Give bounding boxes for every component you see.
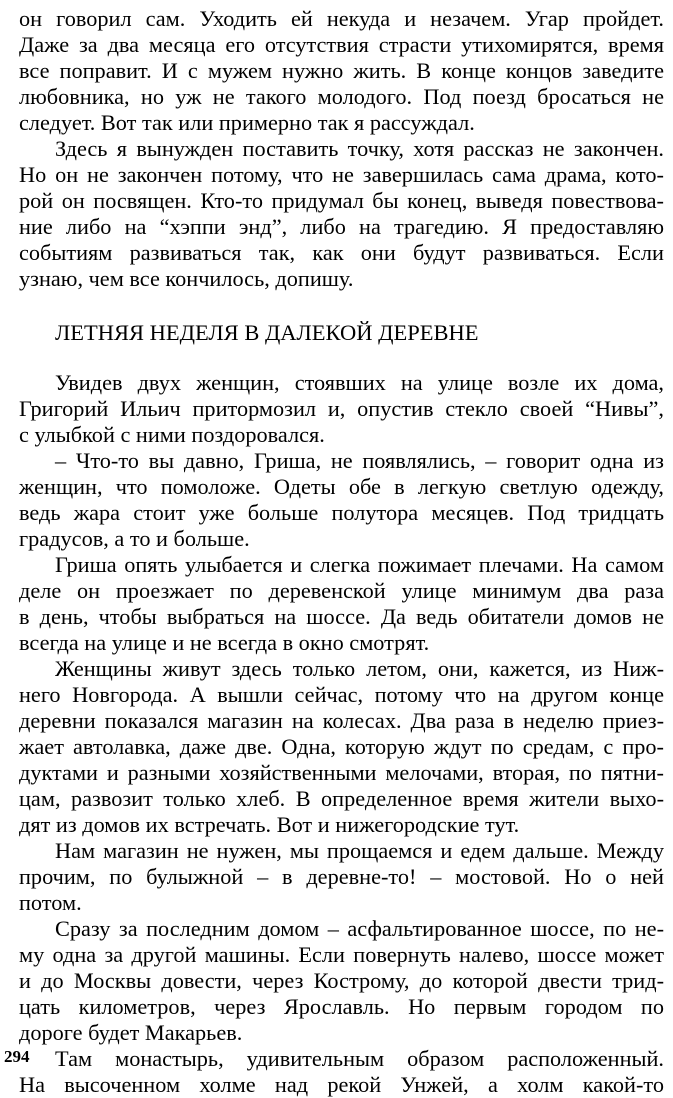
text-line: Здесь я вынужден поставить точку, хотя рассказ не закончен. [55,136,664,161]
text-line: дят из домов их встречать. Вот и нижегородские тут. [19,812,520,837]
text-line: деле он проезжает по деревенской улице минимум два раза [19,578,664,603]
text-line: деревни показался магазин на колесах. Два раза в неделю приез- [19,708,664,733]
text-line: дуктами и разными хозяйственными мелочами, вторая, по пятни- [19,760,664,785]
text-line: событиям развиваться так, как они будут развиваться. Если [19,240,664,265]
text-line: Но он не закончен потому, что не завершилась сама драма, кото- [19,162,664,187]
text-line: Сразу за последним домом – асфальтированное шоссе, по не- [55,916,664,941]
text-line: и до Москвы довести, через Кострому, до которой двести трид- [19,968,664,993]
text-line: жает автолавка, даже две. Одна, которую ждут по средам, с про- [19,734,664,759]
text-line: ние либо на “хэппи энд”, либо на трагедию. Я предоставляю [19,214,664,239]
text-line: дороге будет Макарьев. [19,1020,243,1045]
text-line: он говорил сам. Уходить ей некуда и незачем. Угар пройдет. [19,6,664,31]
text-line: узнаю, чем все кончилось, допишу. [19,266,354,291]
text-line: с улыбкой с ними поздоровался. [19,422,325,447]
chapter-heading: ЛЕТНЯЯ НЕДЕЛЯ В ДАЛЕКОЙ ДЕРЕВНЕ [55,320,479,345]
text-line: потом. [19,890,82,915]
text-line: все поправит. И с мужем нужно жить. В конце концов заведите [19,58,664,83]
text-line: – Что-то вы давно, Гриша, не появлялись, – говорит одна из [55,448,664,473]
text-line: Женщины живут здесь только летом, они, кажется, из Ниж- [55,656,664,681]
text-line: прочим, по булыжной – в деревне-то! – мостовой. Но о ней [19,864,664,889]
text-line: Там монастырь, удивительным образом расположенный. [55,1046,664,1071]
text-line: любовника, но уж не такого молодого. Под поезд бросаться не [19,84,664,109]
text-line: цать километров, через Ярославль. Но первым городом по [19,994,664,1019]
page-number: 294 [4,1047,30,1066]
text-line: рой он посвящен. Кто-то придумал бы конец, выведя повествова- [19,188,664,213]
text-line: Григорий Ильич притормозил и, опустив стекло своей “Нивы”, [19,396,664,421]
text-line: в день, чтобы выбраться на шоссе. Да ведь обитатели домов не [19,604,664,629]
text-line: Нам магазин не нужен, мы прощаемся и едем дальше. Между [55,838,664,863]
text-line: следует. Вот так или примерно так я рассуждал. [19,110,475,135]
text-line: Даже за два месяца его отсутствия страсти утихомирятся, время [19,32,664,57]
text-line: женщин, что помоложе. Одеты обе в легкую светлую одежду, [19,474,664,499]
text-line: На высоченном холме над рекой Унжей, а холм какой-то [19,1072,664,1097]
text-line: него Новгорода. А вышли сейчас, потому что на другом конце [19,682,664,707]
text-line: цам, развозит только хлеб. В определенное время жители выхо- [19,786,664,811]
text-line: градусов, а то и больше. [19,526,250,551]
text-line: му одна за другой машины. Если повернуть налево, шоссе может [19,942,664,967]
text-line: всегда на улице и не всегда в окно смотрят. [19,630,430,655]
text-line: Увидев двух женщин, стоявших на улице возле их дома, [55,370,664,395]
text-line: ведь жара стоит уже больше полутора месяцев. Под тридцать [19,500,664,525]
text-line: Гриша опять улыбается и слегка пожимает плечами. На самом [55,552,664,577]
